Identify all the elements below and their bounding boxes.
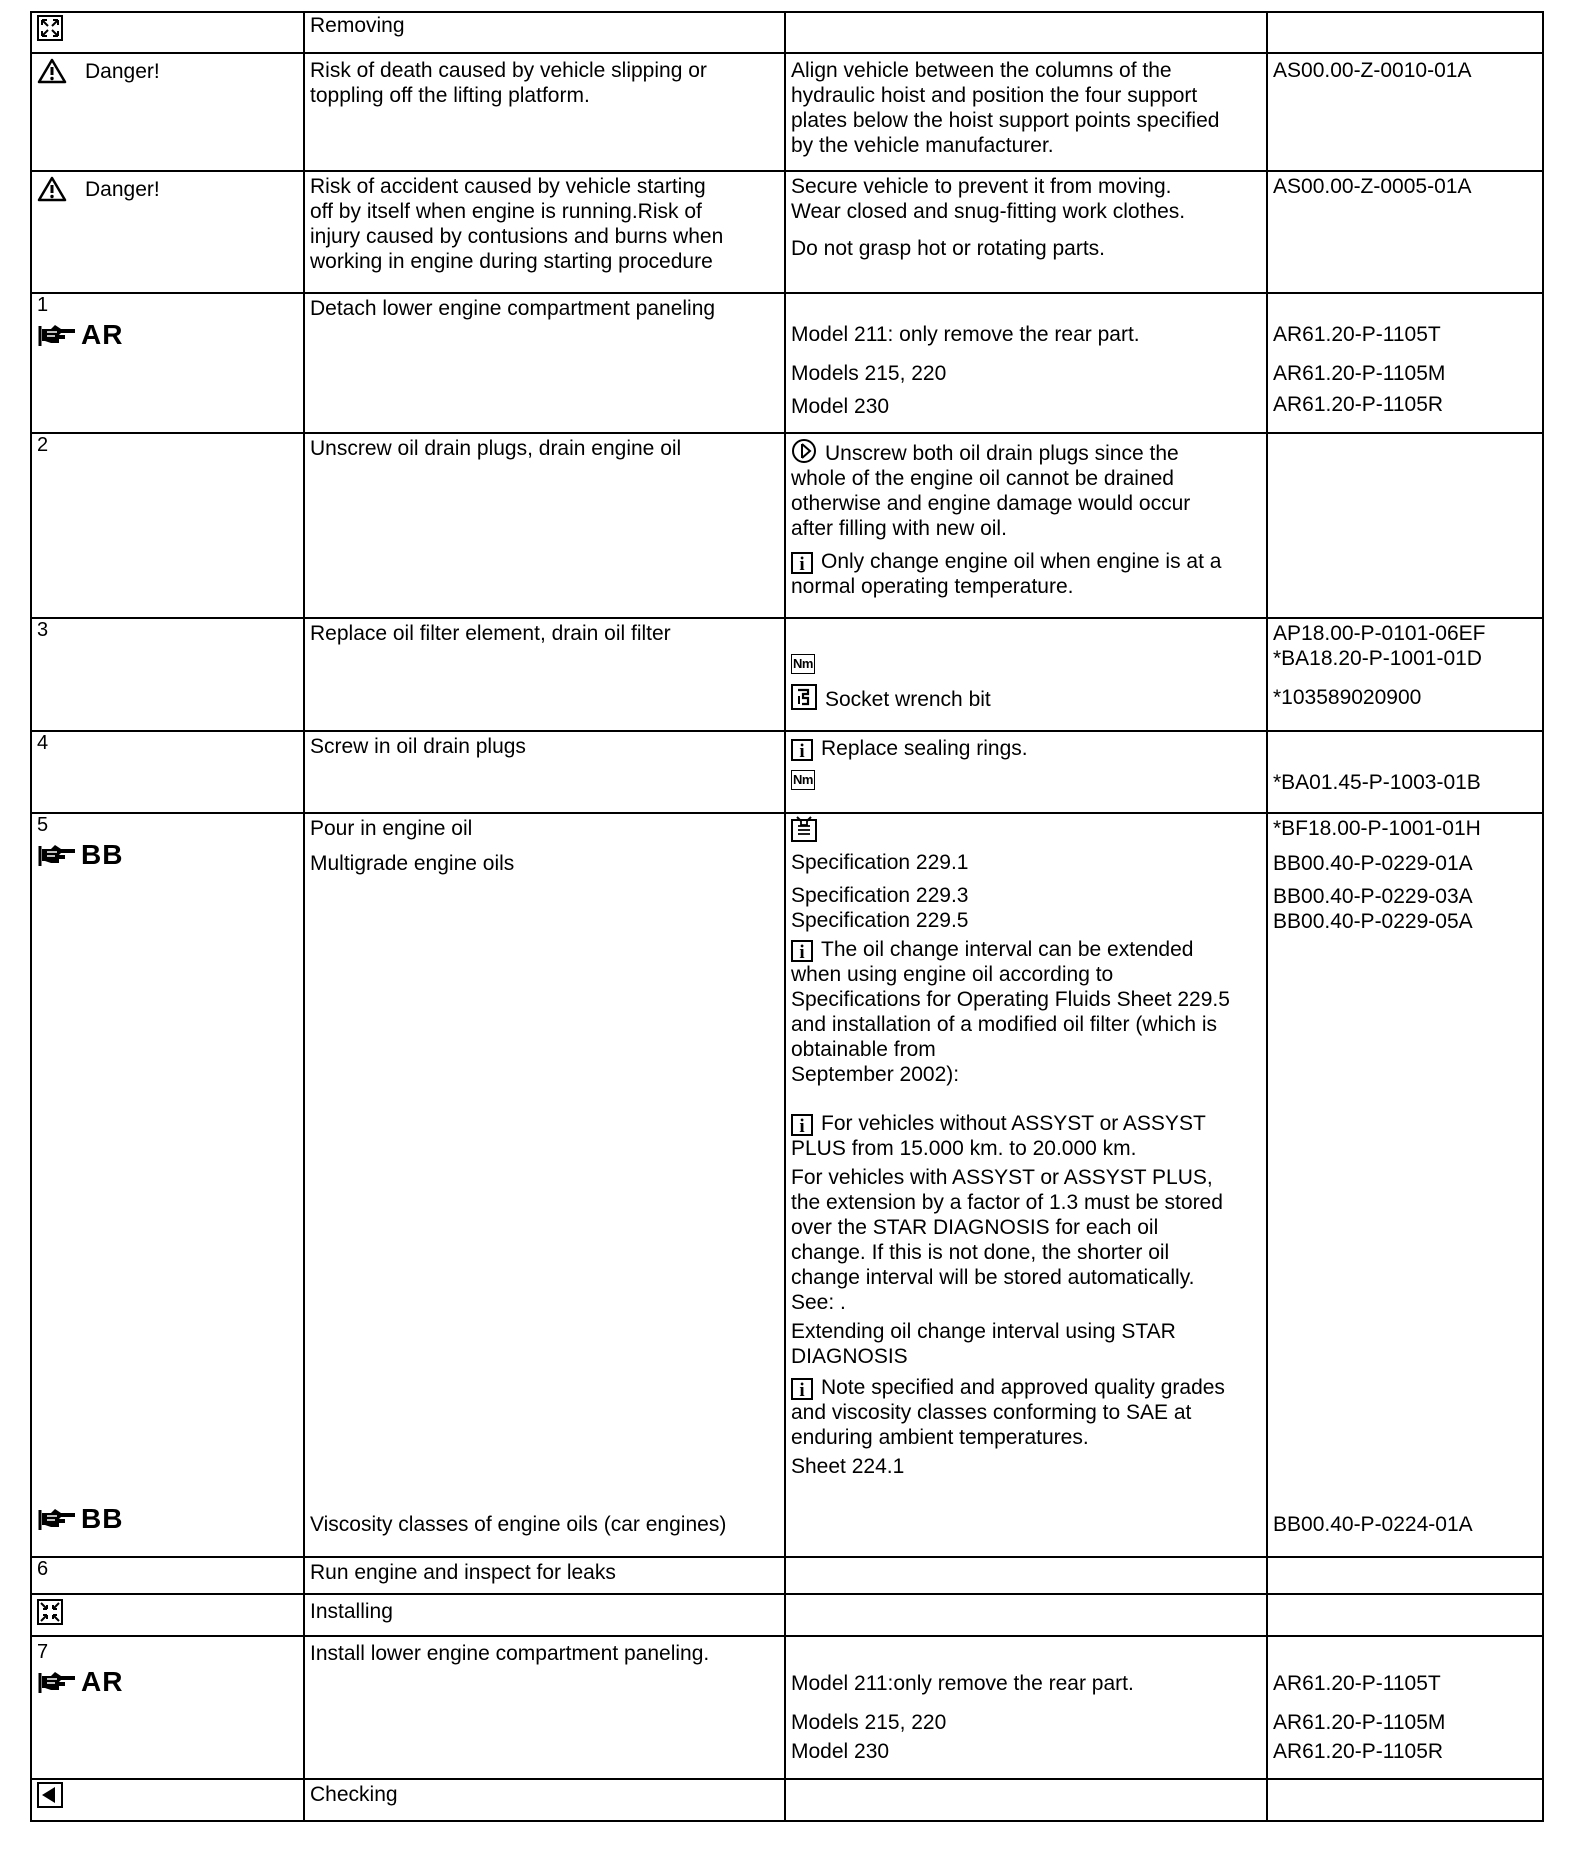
assyst-text: For vehicles with ASSYST or ASSYST PLUS, <box>791 1166 1213 1189</box>
info-note: and viscosity classes conforming to SAE at <box>791 1401 1192 1424</box>
info-icon: i <box>791 1114 813 1136</box>
assyst-text: change. If this is not done, the shorter oil <box>791 1241 1170 1264</box>
risk-text: toppling off the lifting platform. <box>310 84 590 107</box>
info-note: The oil change interval can be extended <box>821 938 1194 961</box>
danger-row-1 <box>31 53 1543 171</box>
specification: Specification 229.1 <box>791 851 969 874</box>
reference-code: BB00.40-P-0229-03A <box>1273 885 1473 908</box>
info-note: and installation of a modified oil filter (which is <box>791 1013 1218 1036</box>
info-note: enduring ambient temperatures. <box>791 1426 1089 1449</box>
model-note: Model 211: only remove the rear part. <box>791 323 1140 346</box>
assyst-text: change interval will be stored automatically. <box>791 1266 1195 1289</box>
info-note: normal operating temperature. <box>791 575 1074 598</box>
model-note: Model 230 <box>791 1740 890 1763</box>
step-number: 6 <box>37 1558 49 1580</box>
reference-code: *BA01.45-P-1003-01B <box>1273 771 1481 794</box>
risk-text: injury caused by contusions and burns when <box>310 225 724 248</box>
model-note: Models 215, 220 <box>791 362 947 385</box>
oil-fill-icon <box>791 816 817 842</box>
expand-icon <box>37 15 63 41</box>
step-action: Screw in oil drain plugs <box>310 735 526 758</box>
caution-note: whole of the engine oil cannot be drained <box>791 467 1174 490</box>
tool-icon <box>791 684 817 710</box>
procedure-table <box>30 11 1544 1822</box>
caution-icon <box>791 438 817 464</box>
section-checking-row <box>31 1779 1543 1821</box>
info-icon: i <box>791 739 813 761</box>
reference-code: AS00.00-Z-0010-01A <box>1273 59 1472 82</box>
torque-icon: Nm <box>791 654 815 674</box>
specification: Specification 229.5 <box>791 909 969 932</box>
info-note: Note specified and approved quality grades <box>821 1376 1225 1399</box>
measure-text: Align vehicle between the columns of the <box>791 59 1172 82</box>
reference-code: AR61.20-P-1105M <box>1273 1711 1446 1734</box>
step-row-2 <box>31 433 1543 618</box>
step-action: Unscrew oil drain plugs, drain engine oil <box>310 437 682 460</box>
info-icon: i <box>791 552 813 574</box>
measure-text: Do not grasp hot or rotating parts. <box>791 237 1106 260</box>
info-icon: i <box>791 940 813 962</box>
info-note: when using engine oil according to <box>791 963 1114 986</box>
warning-triangle-icon <box>37 176 67 202</box>
checking-icon <box>37 1782 63 1808</box>
step-action: Install lower engine compartment paneling. <box>310 1642 710 1665</box>
reference-code: *BA18.20-P-1001-01D <box>1273 647 1482 670</box>
risk-text: off by itself when engine is running.Risk of <box>310 200 702 223</box>
extending-link[interactable]: DIAGNOSIS <box>791 1345 908 1368</box>
sheet-label: Sheet 224.1 <box>791 1455 905 1478</box>
info-note: Specifications for Operating Fluids Sheet 229.5 <box>791 988 1230 1011</box>
step-action: Viscosity classes of engine oils (car engines) <box>310 1513 727 1536</box>
reference-code: AP18.00-P-0101-06EF <box>1273 622 1486 645</box>
risk-text: working in engine during starting procedure <box>310 250 713 273</box>
reference-code: AR61.20-P-1105T <box>1273 1672 1441 1695</box>
tool-name: Socket wrench bit <box>825 688 991 711</box>
info-note: PLUS from 15.000 km. to 20.000 km. <box>791 1137 1137 1160</box>
reference-code: BB00.40-P-0229-01A <box>1273 852 1473 875</box>
step-action: Replace oil filter element, drain oil filter <box>310 622 671 645</box>
reference-code: AR61.20-P-1105R <box>1273 1740 1444 1763</box>
step-row-4 <box>31 731 1543 813</box>
step-number: 7 <box>37 1641 49 1663</box>
caution-note: after filling with new oil. <box>791 517 1007 540</box>
danger-label: Danger! <box>85 59 160 83</box>
step-action: Multigrade engine oils <box>310 852 515 875</box>
pointing-hand-icon <box>37 1668 77 1696</box>
assyst-text: See: . <box>791 1291 846 1314</box>
assyst-text: over the STAR DIAGNOSIS for each oil <box>791 1216 1159 1239</box>
extending-link[interactable]: Extending oil change interval using STAR <box>791 1320 1176 1343</box>
caution-note: otherwise and engine damage would occur <box>791 492 1191 515</box>
reference-code: *BF18.00-P-1001-01H <box>1273 817 1481 840</box>
torque-icon: Nm <box>791 770 815 790</box>
reference-code: BB00.40-P-0224-01A <box>1273 1513 1473 1536</box>
info-note: Only change engine oil when engine is at a <box>821 550 1222 573</box>
model-note: Models 215, 220 <box>791 1711 947 1734</box>
caution-note: Unscrew both oil drain plugs since the <box>825 442 1179 465</box>
measure-text: Secure vehicle to prevent it from moving. <box>791 175 1172 198</box>
checking-title: Checking <box>310 1783 398 1806</box>
ref-code: BB <box>81 1503 124 1534</box>
reference-code: AR61.20-P-1105M <box>1273 362 1446 385</box>
step-action: Pour in engine oil <box>310 817 473 840</box>
step-number: 1 <box>37 294 49 316</box>
section-installing-row <box>31 1594 1543 1636</box>
step-number: 2 <box>37 434 49 456</box>
reference-code: BB00.40-P-0229-05A <box>1273 910 1473 933</box>
reference-code: *103589020900 <box>1273 686 1422 709</box>
info-note: Replace sealing rings. <box>821 737 1028 760</box>
ref-code: BB <box>81 839 124 870</box>
step-action: Detach lower engine compartment paneling <box>310 297 716 320</box>
measure-text: by the vehicle manufacturer. <box>791 134 1054 157</box>
measure-text: Wear closed and snug-fitting work clothes. <box>791 200 1186 223</box>
pointing-hand-icon <box>37 1505 77 1533</box>
measure-text: plates below the hoist support points specified <box>791 109 1220 132</box>
step-row-7 <box>31 1636 1543 1779</box>
info-note: September 2002): <box>791 1063 960 1086</box>
info-icon: i <box>791 1378 813 1400</box>
installing-title: Installing <box>310 1600 393 1623</box>
danger-row-2 <box>31 171 1543 293</box>
step-row-3 <box>31 618 1543 731</box>
ref-code: AR <box>81 319 124 350</box>
step-action: Run engine and inspect for leaks <box>310 1561 616 1584</box>
step-number: 3 <box>37 619 49 641</box>
step-number: 4 <box>37 732 49 754</box>
pointing-hand-icon <box>37 321 77 349</box>
model-note: Model 211:only remove the rear part. <box>791 1672 1134 1695</box>
section-removing-row <box>31 12 1543 53</box>
risk-text: Risk of accident caused by vehicle starting <box>310 175 706 198</box>
warning-triangle-icon <box>37 58 67 84</box>
collapse-icon <box>37 1599 63 1625</box>
danger-label: Danger! <box>85 177 160 201</box>
risk-text: Risk of death caused by vehicle slipping or <box>310 59 707 82</box>
removing-title: Removing <box>304 12 785 53</box>
info-note: For vehicles without ASSYST or ASSYST <box>821 1112 1206 1135</box>
step-row-6 <box>31 1557 1543 1594</box>
step-row-5 <box>31 813 1543 1557</box>
step-number: 5 <box>37 814 49 836</box>
removing-icon-cell <box>31 12 304 53</box>
ref-code: AR <box>81 1666 124 1697</box>
reference-code: AR61.20-P-1105T <box>1273 323 1441 346</box>
reference-code: AR61.20-P-1105R <box>1273 393 1444 416</box>
step-row-1 <box>31 293 1543 433</box>
specification: Specification 229.3 <box>791 884 969 907</box>
model-note: Model 230 <box>791 395 890 418</box>
pointing-hand-icon <box>37 841 77 869</box>
info-note: obtainable from <box>791 1038 936 1061</box>
measure-text: hydraulic hoist and position the four support <box>791 84 1198 107</box>
assyst-text: the extension by a factor of 1.3 must be stored <box>791 1191 1223 1214</box>
reference-code: AS00.00-Z-0005-01A <box>1273 175 1472 198</box>
